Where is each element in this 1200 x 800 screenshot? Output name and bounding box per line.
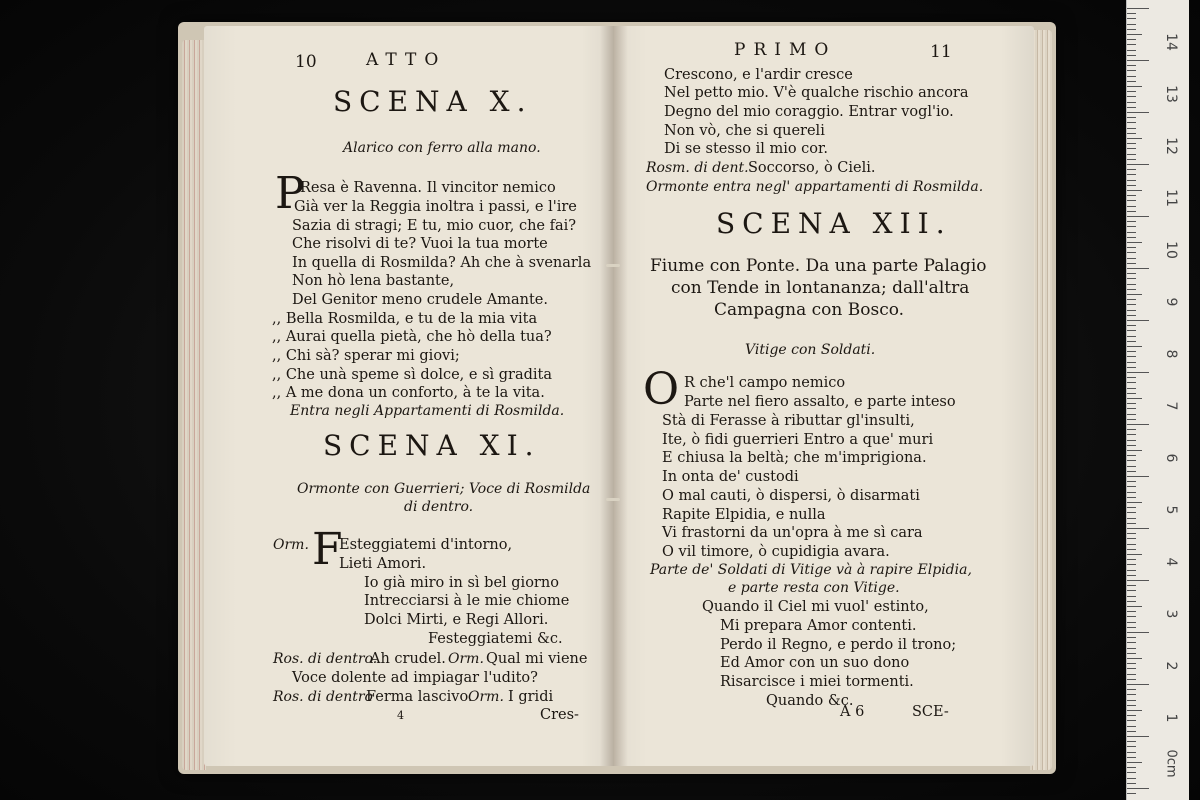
ruler-tick <box>1127 523 1136 524</box>
verse-line: Degno del mio coraggio. Entrar vogl'io. <box>664 104 954 120</box>
ruler-tick <box>1127 377 1136 378</box>
verse-line: Già ver la Reggia inoltra i passi, e l'ire <box>294 199 577 215</box>
speaker-label: Orm. <box>273 537 309 553</box>
dialogue-line: Voce dolente ad impiagar l'udito? <box>292 670 538 686</box>
aria-line: Quando il Ciel mi vuol' estinto, <box>702 599 929 615</box>
ruler-tick <box>1127 596 1136 597</box>
ruler-number: 5 <box>1163 505 1179 515</box>
speaker-label: Ros. di dentro <box>273 689 373 705</box>
dialogue-line: Soccorso, ò Cieli. <box>748 160 876 176</box>
verse-line: Di se stesso il mio cor. <box>664 141 828 157</box>
ruler-tick <box>1127 616 1136 617</box>
ruler-tick <box>1127 60 1149 61</box>
verse-line: Non hò lena bastante, <box>292 273 455 289</box>
ruler-number: 3 <box>1163 609 1179 619</box>
ruler-tick <box>1127 320 1149 321</box>
ruler-tick <box>1127 497 1136 498</box>
binding-stitch <box>606 498 620 501</box>
ruler-tick <box>1127 336 1136 337</box>
aria-line: Risarcisce i miei tormenti. <box>720 674 914 690</box>
ruler-tick <box>1127 206 1136 207</box>
ruler-number: 1 <box>1163 713 1179 723</box>
ruler-tick <box>1127 273 1136 274</box>
ruler-tick <box>1127 237 1136 238</box>
left-page-number: 10 <box>295 52 317 72</box>
ruler-tick <box>1127 720 1136 721</box>
verse-line: ,, Chi sà? sperar mi giovi; <box>272 348 460 364</box>
ruler-tick <box>1127 174 1136 175</box>
stage-direction: Entra negli Appartamenti di Rosmilda. <box>290 403 565 419</box>
ruler-tick <box>1127 476 1149 477</box>
scene-x-direction: Alarico con ferro alla mano. <box>343 140 541 156</box>
ruler-number: 11 <box>1163 189 1179 207</box>
ruler-tick <box>1127 492 1136 493</box>
ruler-tick <box>1127 575 1136 576</box>
ruler-tick <box>1127 752 1136 753</box>
ruler-tick <box>1127 726 1136 727</box>
drop-cap-o: O <box>643 364 680 415</box>
ruler-tick <box>1127 362 1136 363</box>
ruler-tick <box>1127 190 1142 191</box>
verse-line: Crescono, e l'ardir cresce <box>664 67 853 83</box>
ruler-tick <box>1127 159 1136 160</box>
measurement-ruler <box>1126 0 1189 800</box>
ruler-tick <box>1127 653 1136 654</box>
ruler-tick <box>1127 450 1142 451</box>
verse-line: In onta de' custodi <box>662 469 799 485</box>
ruler-tick <box>1127 294 1142 295</box>
ruler-tick <box>1127 455 1136 456</box>
ruler-tick <box>1127 408 1136 409</box>
ruler-tick <box>1127 143 1136 144</box>
ruler-tick <box>1127 200 1136 201</box>
scene-xii-direction: Vitige con Soldati. <box>745 342 876 358</box>
ruler-number: 12 <box>1163 137 1179 155</box>
dialogue-line: Ah crudel. <box>370 651 446 667</box>
ruler-tick <box>1127 24 1136 25</box>
ruler-tick <box>1127 668 1136 669</box>
right-page-number: 11 <box>930 42 952 62</box>
ruler-tick <box>1127 570 1136 571</box>
ruler-tick <box>1127 107 1136 108</box>
ruler-tick <box>1127 757 1136 758</box>
ruler-tick <box>1127 710 1142 711</box>
ruler-tick <box>1127 783 1136 784</box>
ruler-tick <box>1127 13 1136 14</box>
ruler-tick <box>1127 34 1142 35</box>
ruler-tick <box>1127 133 1136 134</box>
stage-direction: Parte de' Soldati di Vitige và à rapire Elpidia, <box>650 562 972 578</box>
scene-setting: Campagna con Bosco. <box>714 300 905 320</box>
verse-line: Dolci Mirti, e Regi Allori. <box>364 612 549 628</box>
ruler-tick <box>1127 731 1136 732</box>
verse-line: R che'l campo nemico <box>684 375 846 391</box>
speaker-label: Rosm. di dent. <box>646 160 749 176</box>
ruler-tick <box>1127 8 1149 9</box>
ruler-tick <box>1127 689 1136 690</box>
ruler-tick <box>1127 622 1136 623</box>
ruler-tick <box>1127 403 1136 404</box>
ruler-tick <box>1127 642 1136 643</box>
verse-line: O mal cauti, ò dispersi, ò disarmati <box>662 488 920 504</box>
ruler-tick <box>1127 507 1136 508</box>
ruler-tick <box>1127 429 1136 430</box>
ruler-tick <box>1127 310 1136 311</box>
ruler-tick <box>1127 117 1136 118</box>
ruler-tick <box>1127 700 1136 701</box>
ruler-tick <box>1127 663 1136 664</box>
ruler-tick <box>1127 96 1136 97</box>
ruler-tick <box>1127 632 1149 633</box>
ruler-tick <box>1127 606 1142 607</box>
ruler-number: 8 <box>1163 349 1179 359</box>
ruler-tick <box>1127 460 1136 461</box>
ruler-tick <box>1127 788 1149 789</box>
ruler-tick <box>1127 180 1136 181</box>
dialogue-line: Ferma lascivo. <box>366 689 473 705</box>
verse-line: ,, Aurai quella pietà, che hò della tua? <box>272 329 552 345</box>
verse-line: O vil timore, ò cupidigia avara. <box>662 544 890 560</box>
ruler-tick <box>1127 549 1136 550</box>
ruler-tick <box>1127 637 1136 638</box>
ruler-tick <box>1127 762 1142 763</box>
verse-line: Nel petto mio. V'è qualche rischio ancora <box>664 85 969 101</box>
ruler-tick <box>1127 185 1136 186</box>
aria-line: Quando &c. <box>766 693 854 709</box>
ruler-tick <box>1127 398 1142 399</box>
verse-line: Rapite Elpidia, e nulla <box>662 507 826 523</box>
ruler-tick <box>1127 50 1136 51</box>
dialogue-line: Qual mi viene <box>486 651 588 667</box>
ruler-tick <box>1127 81 1136 82</box>
ruler-tick <box>1127 736 1149 737</box>
ruler-tick <box>1127 502 1142 503</box>
ruler-tick <box>1127 694 1136 695</box>
ruler-tick <box>1127 466 1136 467</box>
verse-line: Festeggiatemi &c. <box>428 631 563 647</box>
ruler-tick <box>1127 39 1136 40</box>
ruler-tick <box>1127 746 1136 747</box>
ruler-tick <box>1127 226 1136 227</box>
ruler-tick <box>1127 741 1136 742</box>
speaker-label: Ros. di dentro. <box>273 651 378 667</box>
catchword: Cres- <box>540 707 579 723</box>
ruler-tick <box>1127 112 1149 113</box>
ruler-tick <box>1127 216 1149 217</box>
ruler-tick <box>1127 486 1136 487</box>
ruler-number: 6 <box>1163 453 1179 463</box>
ruler-tick <box>1127 382 1136 383</box>
ruler-tick <box>1127 356 1136 357</box>
ruler-tick <box>1127 232 1136 233</box>
ruler-tick <box>1127 518 1136 519</box>
ruler-tick <box>1127 544 1136 545</box>
ruler-tick <box>1127 611 1136 612</box>
ruler-tick <box>1127 559 1136 560</box>
ruler-tick <box>1127 195 1136 196</box>
ruler-number: 4 <box>1163 557 1179 567</box>
verse-line: ,, A me dona un conforto, à te la vita. <box>272 385 545 401</box>
ruler-number: 2 <box>1163 661 1179 671</box>
drop-cap-f: F <box>312 524 343 575</box>
ruler-tick <box>1127 471 1136 472</box>
binding-stitch <box>606 264 620 267</box>
ruler-number: 14 <box>1163 33 1179 51</box>
ruler-tick <box>1127 169 1136 170</box>
ruler-tick <box>1127 91 1136 92</box>
catchword: SCE- <box>912 704 949 720</box>
ruler-tick <box>1127 284 1136 285</box>
ruler-tick <box>1127 122 1136 123</box>
ruler-tick <box>1127 419 1136 420</box>
drop-cap-p: P <box>275 168 305 219</box>
stage-direction: Ormonte entra negl' appartamenti di Rosmilda. <box>646 179 984 195</box>
ruler-tick <box>1127 434 1136 435</box>
verse-line: Stà di Ferasse à ributtar gl'insulti, <box>662 413 915 429</box>
verse-line: Ite, ò fidi guerrieri Entro a que' muri <box>662 432 934 448</box>
ruler-tick <box>1127 585 1136 586</box>
left-running-head: ATTO <box>366 50 447 70</box>
right-running-head: PRIMO <box>734 40 837 60</box>
ruler-tick <box>1127 55 1136 56</box>
signature-mark: A 6 <box>840 704 865 720</box>
ruler-tick <box>1127 372 1149 373</box>
ruler-tick <box>1127 242 1142 243</box>
scene-xii-title: SCENA XII. <box>716 207 952 240</box>
verse-line: Del Genitor meno crudele Amante. <box>292 292 549 308</box>
ruler-tick <box>1127 388 1136 389</box>
ruler-tick <box>1127 86 1142 87</box>
ruler-tick <box>1127 512 1136 513</box>
verse-line: Io già miro in sì bel giorno <box>364 575 559 591</box>
ruler-tick <box>1127 793 1136 794</box>
ruler-tick <box>1127 164 1149 165</box>
ruler-tick <box>1127 330 1136 331</box>
ruler-tick <box>1127 278 1136 279</box>
verse-line: Lieti Amori. <box>339 556 427 572</box>
scene-xi-title: SCENA XI. <box>323 429 541 462</box>
scene-x-title: SCENA X. <box>333 85 533 118</box>
verse-line: Vi frastorni da un'opra à me sì cara <box>662 525 923 541</box>
verse-line: Esteggiatemi d'intorno, <box>339 537 513 553</box>
speaker-label: Orm. <box>468 689 504 705</box>
verse-line: Non vò, che si quereli <box>664 123 825 139</box>
aria-line: Ed Amor con un suo dono <box>720 655 910 671</box>
ruler-tick <box>1127 211 1136 212</box>
ruler-tick <box>1127 138 1142 139</box>
verse-line: Parte nel fiero assalto, e parte inteso <box>684 394 956 410</box>
ruler-tick <box>1127 684 1149 685</box>
ruler-tick <box>1127 590 1136 591</box>
ruler-number: 13 <box>1163 85 1179 103</box>
ruler-tick <box>1127 76 1136 77</box>
book-gutter <box>600 26 628 766</box>
ruler-tick <box>1127 414 1136 415</box>
ruler-number: 9 <box>1163 297 1179 307</box>
ruler-tick <box>1127 221 1136 222</box>
ruler-number: 10 <box>1163 241 1179 259</box>
ruler-tick <box>1127 65 1136 66</box>
ruler-number: 7 <box>1163 401 1179 411</box>
ruler-tick <box>1127 268 1149 269</box>
ruler-tick <box>1127 772 1136 773</box>
ruler-tick <box>1127 767 1136 768</box>
ruler-tick <box>1127 705 1136 706</box>
ruler-tick <box>1127 341 1136 342</box>
ruler-tick <box>1127 154 1136 155</box>
dialogue-line: I gridi <box>508 689 554 705</box>
ruler-tick <box>1127 778 1136 779</box>
ruler-tick <box>1127 440 1136 441</box>
verse-line: Sazia di stragi; E tu, mio cuor, che fai? <box>292 218 577 234</box>
scene-setting: Fiume con Ponte. Da una parte Palagio <box>650 256 987 276</box>
ruler-tick <box>1127 554 1142 555</box>
ruler-tick <box>1127 481 1136 482</box>
ruler-tick <box>1127 252 1136 253</box>
ruler-tick <box>1127 564 1136 565</box>
ruler-tick <box>1127 679 1136 680</box>
ruler-tick <box>1127 70 1136 71</box>
aria-line: Perdo il Regno, e perdo il trono; <box>720 637 957 653</box>
ruler-tick <box>1127 533 1136 534</box>
aria-line: Mi prepara Amor contenti. <box>720 618 917 634</box>
ruler-tick <box>1127 29 1136 30</box>
ruler-tick <box>1127 601 1136 602</box>
ruler-tick <box>1127 325 1136 326</box>
verse-line: ,, Bella Rosmilda, e tu de la mia vita <box>272 311 538 327</box>
ruler-tick <box>1127 715 1136 716</box>
ruler-tick <box>1127 367 1136 368</box>
ruler-tick <box>1127 424 1149 425</box>
ruler-tick <box>1127 247 1136 248</box>
stage-direction: e parte resta con Vitige. <box>728 580 900 596</box>
ruler-tick <box>1127 304 1136 305</box>
ruler-tick <box>1127 351 1136 352</box>
speaker-label: Orm. <box>448 651 484 667</box>
verse-line: Intrecciarsi à le mie chiome <box>364 593 570 609</box>
ruler-tick <box>1127 445 1136 446</box>
verse-line: Che risolvi di te? Vuoi la tua morte <box>292 236 548 252</box>
ruler-tick <box>1127 315 1136 316</box>
scene-setting: con Tende in lontananza; dall'altra <box>671 278 970 298</box>
ruler-tick <box>1127 648 1136 649</box>
signature-mark: 4 <box>397 709 404 722</box>
ruler-tick <box>1127 538 1136 539</box>
ruler-tick <box>1127 627 1136 628</box>
verse-line: ,, Che unà speme sì dolce, e sì gradita <box>272 367 553 383</box>
scene-xi-direction: di dentro. <box>404 499 474 515</box>
scene-xi-direction: Ormonte con Guerrieri; Voce di Rosmilda <box>297 481 591 497</box>
ruler-tick <box>1127 263 1136 264</box>
ruler-unit-label: 0cm <box>1163 749 1179 778</box>
ruler-tick <box>1127 658 1142 659</box>
ruler-tick <box>1127 18 1136 19</box>
ruler-tick <box>1127 44 1136 45</box>
ruler-tick <box>1127 299 1136 300</box>
ruler-tick <box>1127 580 1149 581</box>
ruler-tick <box>1127 148 1136 149</box>
page-edges-left <box>182 40 206 770</box>
ruler-tick <box>1127 393 1136 394</box>
ruler-tick <box>1127 128 1136 129</box>
verse-line: Resa è Ravenna. Il vincitor nemico <box>300 180 556 196</box>
verse-line: In quella di Rosmilda? Ah che à svenarla <box>292 255 592 271</box>
verse-line: E chiusa la beltà; che m'imprigiona. <box>662 450 927 466</box>
ruler-tick <box>1127 258 1136 259</box>
ruler-tick <box>1127 102 1136 103</box>
ruler-tick <box>1127 346 1142 347</box>
ruler-tick <box>1127 674 1136 675</box>
ruler-tick <box>1127 289 1136 290</box>
ruler-tick <box>1127 528 1149 529</box>
